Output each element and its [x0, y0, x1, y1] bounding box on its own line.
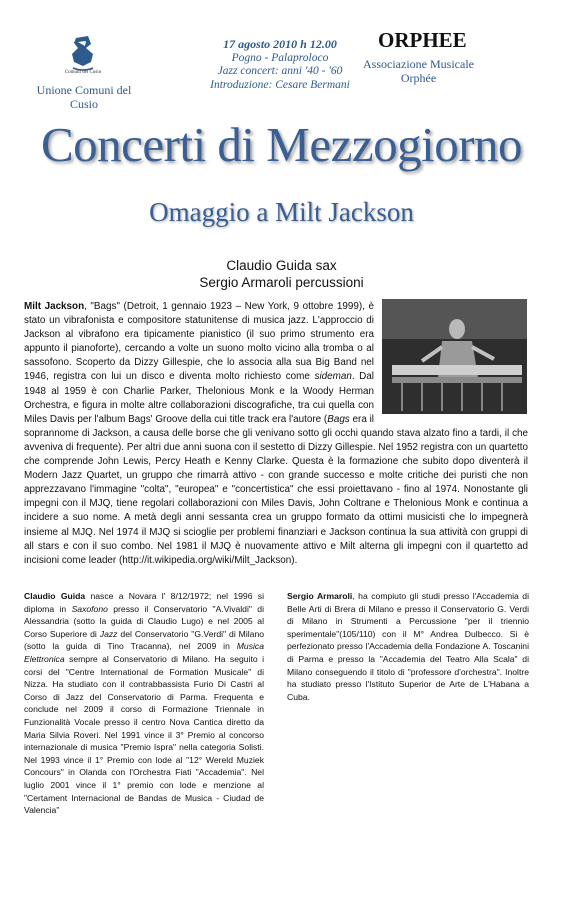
guida-text-2: presso il Conservatorio "A.Vivaldi" di Alessandria (sotto la guida di Claudio Lugo) e nel 2005 al Corso Superiore di — [24, 603, 264, 639]
event-place: Pogno - Palaproloco — [231, 51, 329, 64]
armaroli-bio — [287, 590, 529, 703]
guida-italic-3: Musica Elettronica — [24, 641, 264, 664]
left-organization: Unione Comuni del Cusio — [36, 83, 132, 111]
page-subtitle: Omaggio a Milt Jackson — [149, 197, 414, 227]
bio-bags: Bags — [327, 413, 350, 425]
guida-bio — [24, 590, 264, 817]
page-title: Concerti di Mezzogiorno — [40, 117, 523, 172]
armaroli-name: Sergio Armaroli — [287, 591, 353, 601]
guida-text-3: del Conservatorio "G.Verdi" di Milano (sotto la guida di Tino Tracanna), nel 2009 in — [24, 628, 265, 652]
event-intro: Introduzione: Cesare Bermani — [210, 78, 350, 91]
cusio-logo — [58, 32, 108, 82]
guida-paragraph — [24, 590, 264, 817]
bio-text-1: , "Bags" (Detroit, 1 gennaio 1923 – New York, 9 ottobre 1999), è stato un vibrafonista e compositore statunitense di musica jazz. L'approccio di Jackson al vibrafono era tipicamente pianistico (il suo primo strumento era appunto il pianoforte), cercando a volte un suono molto vicino alla tromba o al sassofono. Scoperto da Dizzy Gillespie, che lo associa alla sua Big Band nel 1946, registra con lui un disco e diventa molto richiesto come — [24, 301, 374, 383]
guida-italic-1: Saxofono — [71, 603, 108, 614]
event-date: 17 agosto 2010 h 12.00 — [223, 37, 337, 51]
photo-spacer — [374, 300, 528, 416]
bio-text-2: . Dal 1948 al 1959 è con Charlie Parker, Thelonious Monk e la Woody Herman Orchestra, e figura in molte altre collaborazioni discografiche, tra cui quella con Miles Davis per l'album Bags' Groove della cui title track era l'autore ( — [24, 371, 374, 425]
event-type: Jazz concert: anni '40 - '60 — [217, 65, 343, 77]
guida-text-4: sempre al Conservatorio di Milano. Ha seguito i corsi del "Centre International de Formation Musicale" di Nizza. Ha studiato con il contrabbassista Furio Di Castri al Corso di Jazz del Conservatorio di Parma. Frequenta e conclude nel 2009 il corso di Formazione Triennale in Funzionalità Vocale presso il centro Nova Cantica diretto da Maria Silvia Roveri. Nel 1991 vince il 3° Premio al concorso internazionale di musica "Premio Ispra" nella categoria Solisti. Nel 1993 vince il 1° Premio con lode al "12° Wereld Muziek Concours" in Olanda con l'Orchestra Fiati "Accademia". Nel luglio 2001 vince il 1° premio con lode e menzione al "Certament Internacional de Bandas de Musica - Ciudad de Valencia" — [24, 653, 264, 816]
guida-name: Claudio Guida — [24, 591, 86, 601]
performers — [0, 257, 563, 291]
guida-italic-2: Jazz — [99, 628, 118, 639]
logo-caption: Comuni del Cusio — [64, 70, 102, 75]
armaroli-paragraph — [287, 590, 529, 703]
right-organization: Associazione Musicale Orphée — [363, 57, 474, 85]
guida-text-1: nasce a Novara l' 8/12/1972; nel 1996 si diploma in — [24, 591, 264, 614]
orphee-logo: ORPHEE — [378, 28, 467, 52]
bio-sideman: sideman — [314, 371, 352, 383]
performer-1: Claudio Guida sax — [226, 258, 337, 273]
milt-jackson-bio — [24, 300, 528, 568]
bio-name: Milt Jackson — [24, 301, 85, 312]
armaroli-text: , ha compiuto gli studi presso l'Accademia di Belle Arti di Brera di Milano e presso il Conservatorio G. Verdi di Milano in Strumenti a Percussione "per il triennio sperimentale"(105/110) con il M° Andrea Dulbecco. Si è perfezionato presso l'Accademia della Fondazione A. Toscanini di Parma e presso la "Accademia del Teatro Alla Scala" di Milano conseguendo il titolo di "professore d'orchestra". Inoltre ha studiato presso l'Istituto Superior de Arte de L'Habana a Cuba. — [287, 591, 529, 702]
bio-text-3: era il soprannome di Jackson, a causa delle borse che gli venivano sotto gli occhi quando stava alzato fino a tardi, il che avveniva di frequente). Per altri due anni suona con il sestetto di Dizzy Gillespie. Nel 1952 registra con un quartetto che comprende John Lewis, Percy Heath e Kenny Clarke. Questa è la formazione che subito dopo diventerà il Modern Jazz Quartet, un gruppo che rimarrà attivo - con grande successo e molte critiche dei puristi che non apprezzavano l'immagine "colta", "europea" e "concertistica" che essi proiettavano - fino al 1974. Nonostante gli impegni con il MJQ, tiene regolari collaborazioni con Miles Davis, John Coltrane e Thelonious Monk e continua a incidere a suo nome. A metà degli anni sessanta crea un gruppo formato da ottimi musicisti che lo impegnerà insieme al MJQ. Nel 1974 il MJQ si scioglie per problemi finanziari e Jackson continua la sua attività con gruppi di all stars e con il suo combo. Nel 1981 il MJQ è nuovamente attivo e Milt alterna gli impegni con il quartetto ad incisioni come leader (http://it.wikipedia.org/wiki/Milt_Jackson). — [24, 413, 528, 566]
performer-2: Sergio Armaroli percussioni — [199, 275, 364, 290]
